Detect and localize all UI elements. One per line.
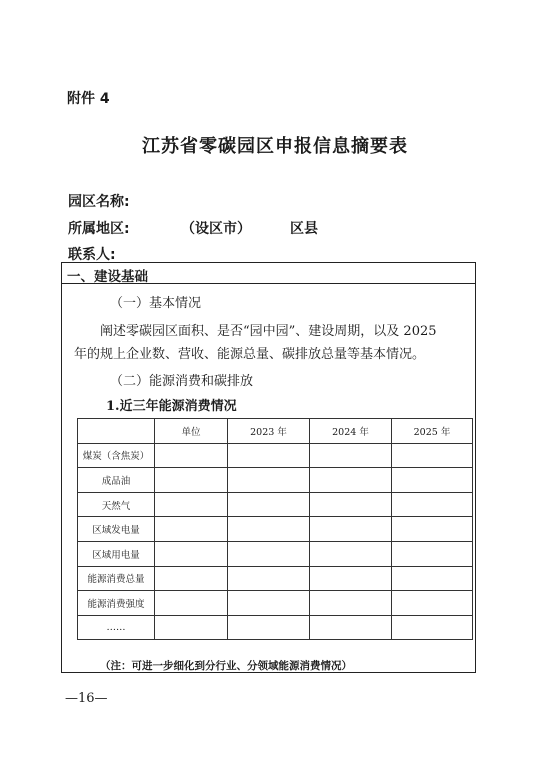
row-label: 能源消费强度 [78, 591, 155, 616]
row-label: 区域用电量 [78, 541, 155, 566]
section-header [61, 262, 476, 284]
cell-input[interactable] [228, 443, 310, 468]
row-label: 煤炭（含焦炭） [78, 443, 155, 468]
park-name-label: 园区名称: [68, 194, 130, 210]
cell-input[interactable] [310, 517, 392, 542]
table-row [78, 615, 473, 640]
subsection-energy-heading: （二）能源消费和碳排放 [110, 374, 254, 389]
cell-input[interactable] [310, 615, 392, 640]
cell-input[interactable] [310, 492, 392, 517]
cell-input[interactable] [392, 517, 473, 542]
attachment-label: 附件 4 [67, 91, 110, 107]
cell-input[interactable] [155, 615, 228, 640]
table-title: 1.近三年能源消费情况 [106, 399, 237, 414]
region-label: 所属地区: [68, 221, 130, 237]
cell-input[interactable] [310, 591, 392, 616]
cell-input[interactable] [155, 443, 228, 468]
cell-input[interactable] [155, 517, 228, 542]
cell-input[interactable] [310, 443, 392, 468]
table-note: （注：可进一步细化到分行业、分领域能源消费情况） [100, 660, 352, 672]
cell-input[interactable] [155, 566, 228, 591]
header-unit: 单位 [155, 419, 228, 444]
cell-input[interactable] [392, 468, 473, 493]
cell-input[interactable] [228, 591, 310, 616]
cell-input[interactable] [310, 541, 392, 566]
cell-input[interactable] [392, 591, 473, 616]
contact-label: 联系人: [68, 247, 116, 263]
header-2024: 2024 年 [310, 419, 392, 444]
cell-input[interactable] [228, 541, 310, 566]
header-2025: 2025 年 [392, 419, 473, 444]
cell-input[interactable] [155, 468, 228, 493]
row-label: …… [78, 615, 155, 640]
cell-input[interactable] [392, 492, 473, 517]
row-label: 区域发电量 [78, 517, 155, 542]
cell-input[interactable] [392, 566, 473, 591]
row-label: 成品油 [78, 468, 155, 493]
cell-input[interactable] [392, 541, 473, 566]
cell-input[interactable] [228, 468, 310, 493]
cell-input[interactable] [228, 492, 310, 517]
table-row [78, 566, 473, 591]
cell-input[interactable] [228, 566, 310, 591]
table-row [78, 468, 473, 493]
cell-input[interactable] [392, 443, 473, 468]
page-number: —16— [65, 691, 108, 706]
description-line-2: 年的规上企业数、营收、能源总量、碳排放总量等基本情况。 [74, 347, 426, 362]
energy-table [77, 418, 473, 640]
cell-input[interactable] [310, 566, 392, 591]
header-2023: 2023 年 [228, 419, 310, 444]
table-row [78, 492, 473, 517]
cell-input[interactable] [155, 541, 228, 566]
cell-input[interactable] [310, 468, 392, 493]
table-header-row [78, 419, 473, 444]
table-row [78, 443, 473, 468]
table-row [78, 541, 473, 566]
cell-input[interactable] [392, 615, 473, 640]
page-title: 江苏省零碳园区申报信息摘要表 [142, 136, 408, 157]
cell-input[interactable] [155, 492, 228, 517]
cell-input[interactable] [228, 517, 310, 542]
cell-input[interactable] [155, 591, 228, 616]
description-line-1: 阐述零碳园区面积、是否“园中园”、建设周期，以及 2025 [100, 324, 437, 339]
subsection-basic-heading: （一）基本情况 [110, 296, 202, 311]
row-label: 能源消费总量 [78, 566, 155, 591]
header-blank [78, 419, 155, 444]
county-label: 区县 [290, 221, 318, 237]
section-heading: 一、建设基础 [67, 269, 148, 285]
table-row [78, 591, 473, 616]
city-label: （设区市） [181, 221, 251, 237]
table-row [78, 517, 473, 542]
row-label: 天然气 [78, 492, 155, 517]
cell-input[interactable] [228, 615, 310, 640]
